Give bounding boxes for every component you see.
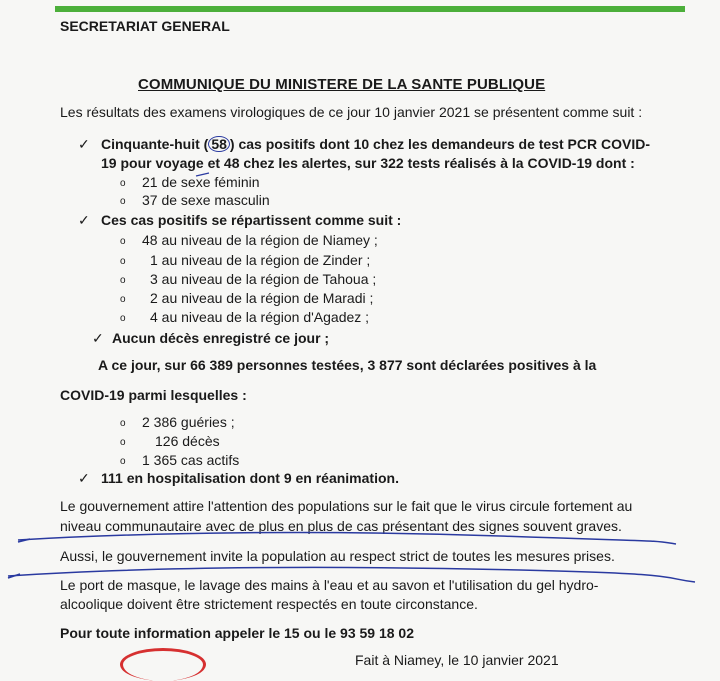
sex-male: 37 de sexe masculin: [142, 192, 270, 208]
cumulative-line-1: A ce jour, sur 66 389 personnes testées, 3 877 sont déclarées positives à la: [98, 357, 597, 373]
deaths-count: 126 décès: [155, 433, 220, 449]
bullet-icon: o: [120, 456, 126, 467]
bullet-icon: o: [120, 418, 126, 429]
summary-line-1-pre: Cinquante-huit (: [101, 136, 209, 152]
positive-count-circled: 58: [208, 136, 230, 152]
hospitalization: 111 en hospitalisation dont 9 en réanimation.: [101, 470, 399, 486]
bullet-icon: o: [120, 196, 126, 207]
regions-heading: Ces cas positifs se répartissent comme suit :: [101, 212, 402, 228]
contact-line: Pour toute information appeler le 15 ou le 93 59 18 02: [60, 625, 414, 641]
cumulative-line-2: COVID-19 parmi lesquelles :: [60, 387, 247, 403]
bullet-icon: o: [120, 275, 126, 286]
summary-line-1-post: ) cas positifs dont 10 chez les demandeurs de test PCR COVID-: [229, 136, 650, 152]
pen-underline-2: [8, 568, 695, 582]
bullet-icon: o: [120, 437, 126, 448]
paragraph-1-line-2: niveau communautaire avec de plus en plus de cas présentant des signes souvent graves.: [60, 518, 622, 534]
checkmark-icon: ✓: [78, 470, 90, 486]
pen-underline-1: [18, 533, 676, 544]
paragraph-3-line-1: Le port de masque, le lavage des mains à l'eau et au savon et l'utilisation du gel hydro-: [60, 577, 599, 593]
checkmark-icon: ✓: [92, 330, 104, 346]
summary-line-2: 19 pour voyage et 48 chez les alertes, sur 322 tests réalisés à la COVID-19 dont :: [101, 155, 635, 171]
region-niamey: 48 au niveau de la région de Niamey ;: [142, 232, 378, 248]
signoff: Fait à Niamey, le 10 janvier 2021: [355, 652, 559, 668]
region-zinder: 1 au niveau de la région de Zinder ;: [150, 252, 371, 268]
sex-female: 21 de sexe féminin: [142, 174, 260, 190]
paragraph-1-line-1: Le gouvernement attire l'attention des populations sur le fait que le virus circule fortement au: [60, 498, 633, 514]
intro-text: Les résultats des examens virologiques de ce jour 10 janvier 2021 se présentent comme suit :: [60, 104, 643, 120]
bullet-icon: o: [120, 256, 126, 267]
bullet-icon: o: [120, 313, 126, 324]
paragraph-2: Aussi, le gouvernement invite la population au respect strict de toutes les mesures prises.: [60, 548, 615, 564]
communique-title: COMMUNIQUE DU MINISTERE DE LA SANTE PUBLIQUE: [138, 76, 546, 93]
deaths-today: Aucun décès enregistré ce jour ;: [112, 330, 330, 346]
region-agadez: 4 au niveau de la région d'Agadez ;: [150, 309, 370, 325]
checkmark-icon: ✓: [78, 212, 90, 228]
active-cases-count: 1 365 cas actifs: [142, 452, 240, 468]
region-tahoua: 3 au niveau de la région de Tahoua ;: [150, 271, 377, 287]
bullet-icon: o: [120, 236, 126, 247]
region-maradi: 2 au niveau de la région de Maradi ;: [150, 290, 374, 306]
paragraph-3-line-2: alcoolique doivent être strictement respectés en toute circonstance.: [60, 596, 478, 612]
bullet-icon: o: [120, 178, 126, 189]
checkmark-icon: ✓: [78, 136, 90, 152]
org-header: SECRETARIAT GENERAL: [60, 18, 230, 34]
bullet-icon: o: [120, 294, 126, 305]
recovered-count: 2 386 guéries ;: [142, 414, 235, 430]
pen-mark-under-58: [196, 173, 209, 176]
